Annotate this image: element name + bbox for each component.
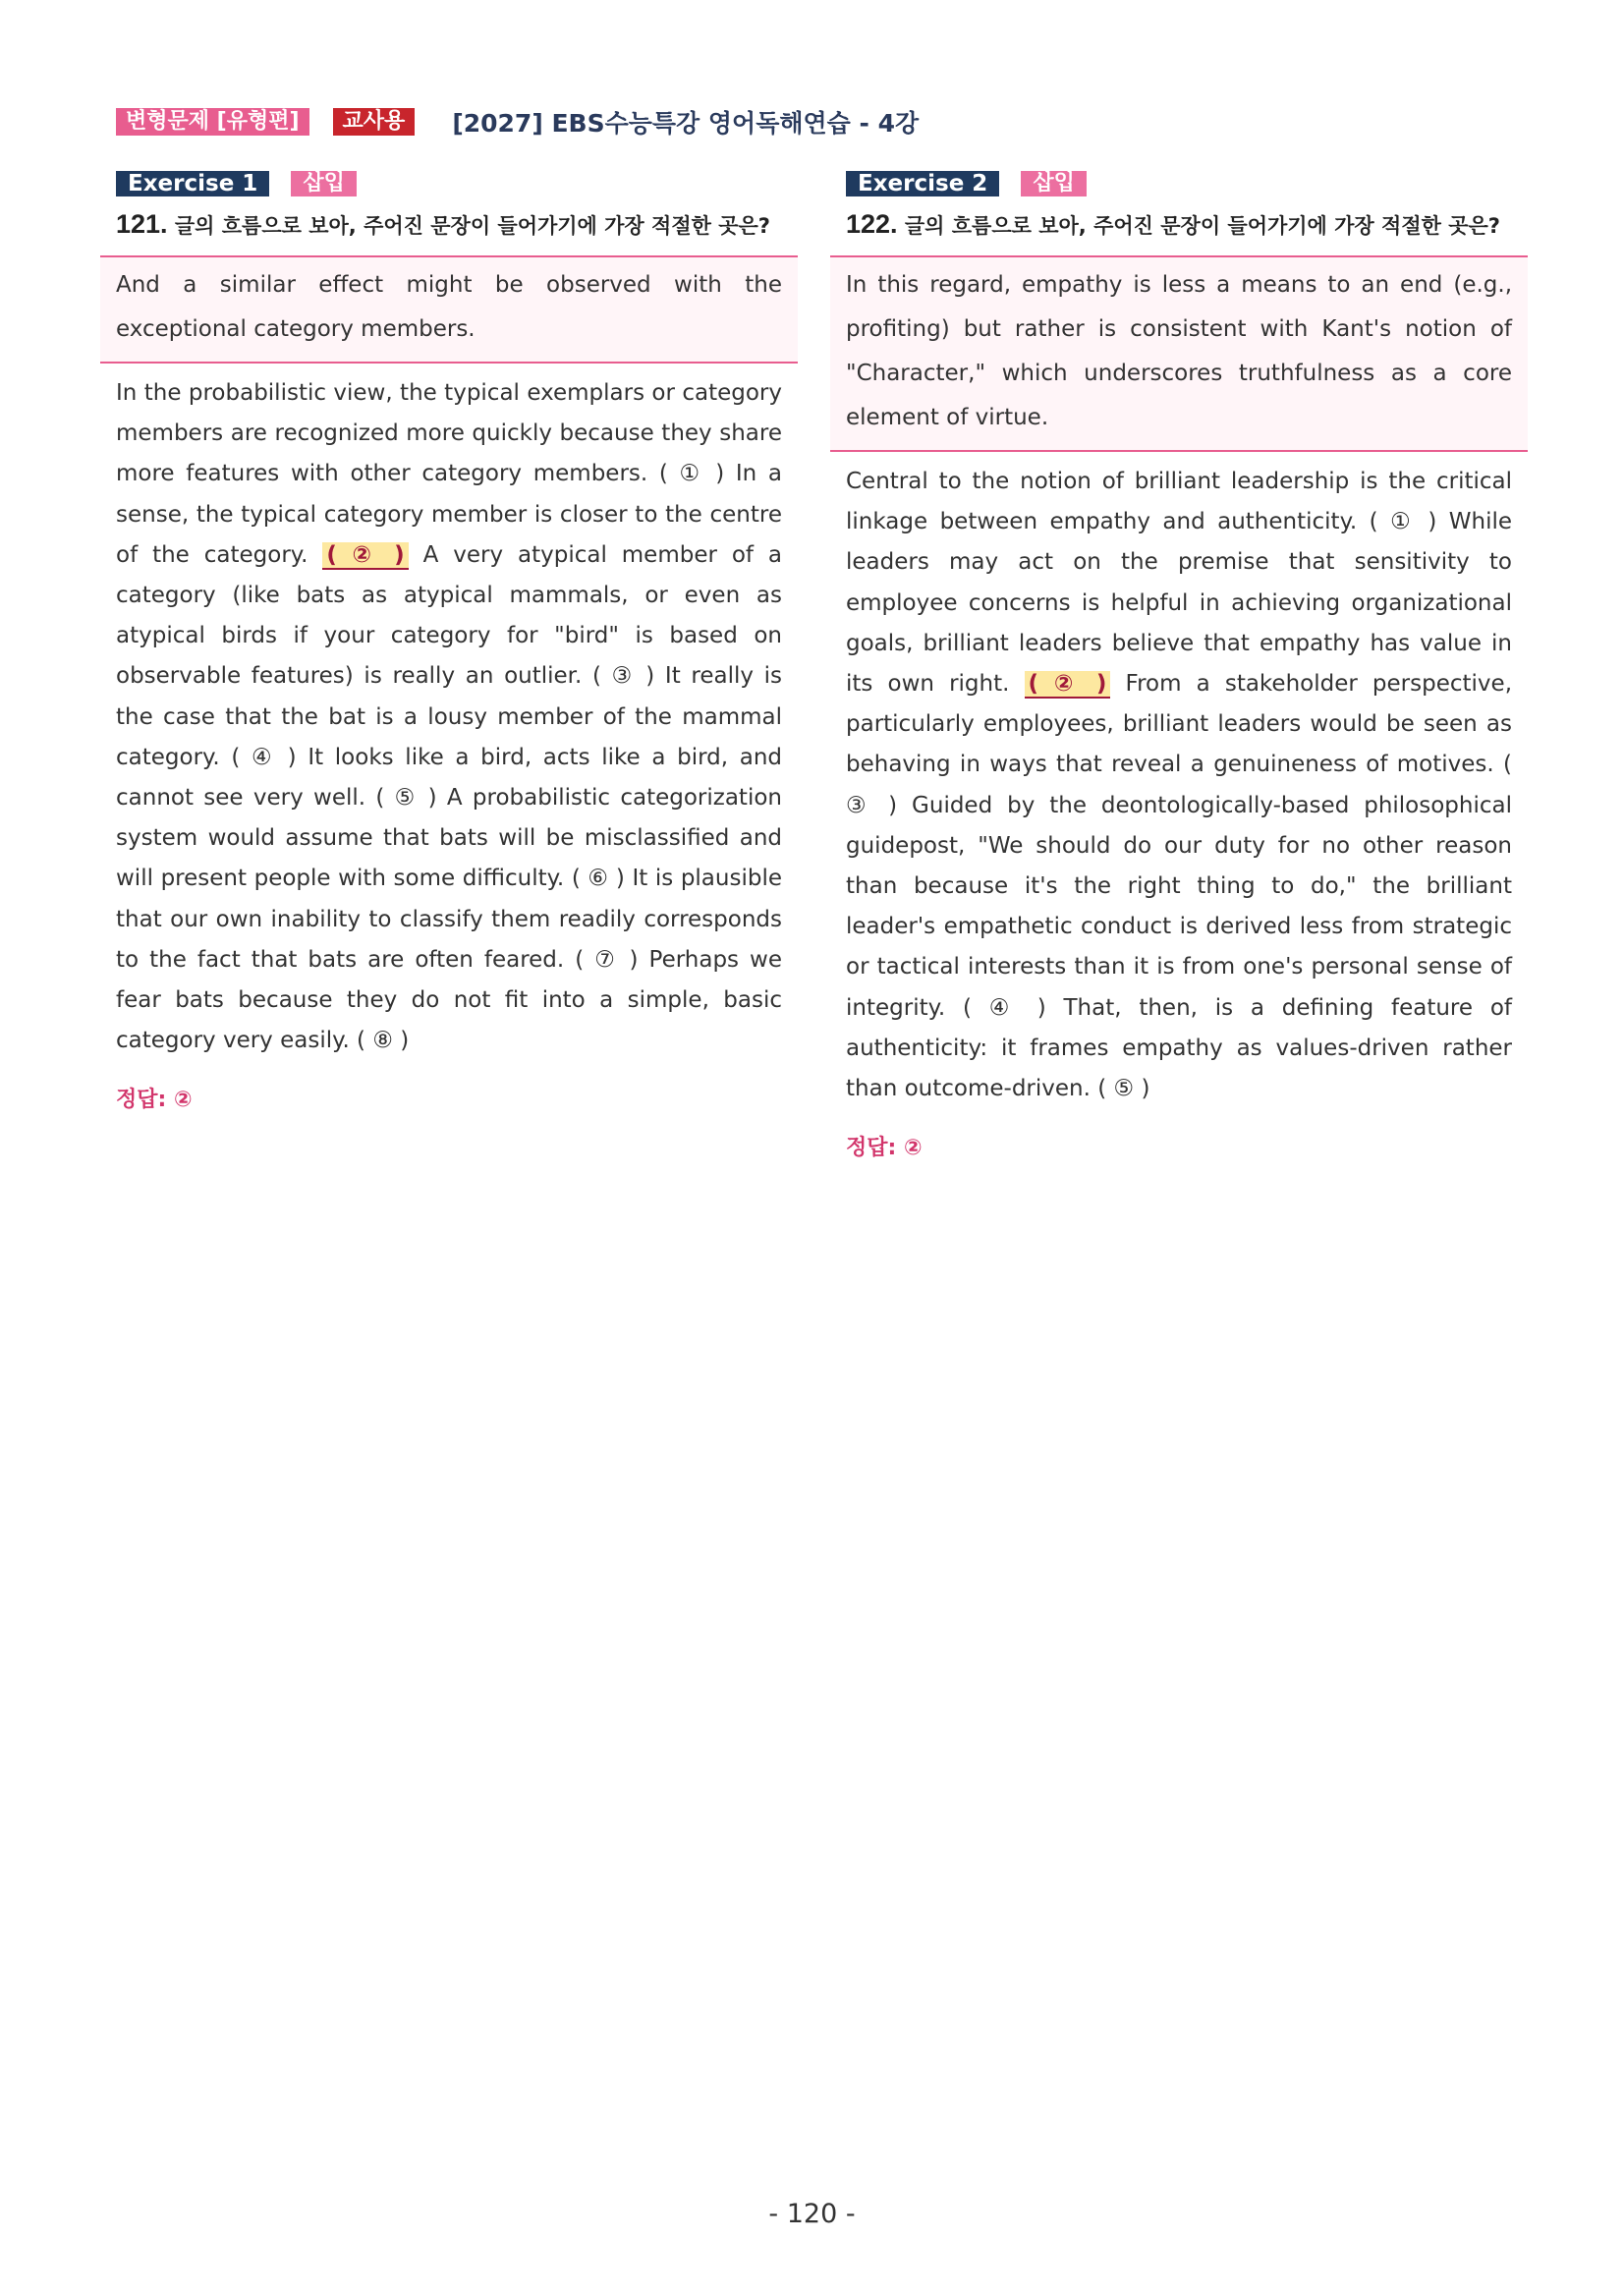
given-sentence-box xyxy=(830,255,1528,452)
question xyxy=(830,206,1514,245)
passage-after: A very atypical member of a category (like bats as atypical mammals, or even as atypical birds if your category for "bird" is based on observable features) is really an outlier. ( ③ ) It really is the case that the bat is a lousy member of the mammal category. ( ④ ) It looks like a bird, acts like a bird, and cannot see very well. ( ⑤ ) A probabilistic categorization system would assume that bats will be misclassified and will present people with some difficulty. ( ⑥ ) It is plausible that our own inability to classify them readily corresponds to the fact that bats are often feared. ( ⑦ ) Perhaps we fear bats because they do not fit into a simple, basic category very easily. ( ⑧ ) xyxy=(116,541,783,1054)
question-number: 121. xyxy=(116,209,168,239)
given-sentence: And a similar effect might be observed with the exceptional category members. xyxy=(116,272,782,342)
passage-after: From a stakeholder perspective, particularly employees, brilliant leaders would be seen as behaving in ways that reveal a genuineness of motives. ( ③ ) Guided by the deontologically-based philosophical guidepost, "We should do our duty for no other reason than because it's the right thing to do," the brilliant leader's empathetic conduct is derived less from strategic or tactical interests than it is from one's personal sense of integrity. ( ④ ) That, then, is a defining feature of authenticity: it frames empathy as values-driven rather than outcome-driven. ( ⑤ ) xyxy=(846,671,1512,1102)
question xyxy=(100,206,784,245)
question-text: 글의 흐름으로 보아, 주어진 문장이 들어가기에 가장 적절한 곳은? xyxy=(174,214,770,238)
answer-position-mark: ( ② ) xyxy=(1025,671,1111,699)
exercise-label-row xyxy=(100,171,798,196)
question-text: 글의 흐름으로 보아, 주어진 문장이 들어가기에 가장 적절한 곳은? xyxy=(904,214,1500,238)
passage-before: In the probabilistic view, the typical exemplars or category members are recognized more quickly because they share more features with other category members. ( ① ) In a sense, the typical category member is closer to the centre of the category. xyxy=(116,380,782,568)
given-sentence: In this regard, empathy is less a means to an end (e.g., profiting) but rather is consistent with Kant's notion of "Character," which underscores truthfulness as a core element of virtue. xyxy=(846,272,1512,430)
page-header xyxy=(116,104,919,140)
exercise-1 xyxy=(100,171,798,1113)
document-title: [2027] EBS수능특강 영어독해연습 - 4강 xyxy=(452,109,920,138)
page-number: - 120 - xyxy=(768,2199,856,2229)
passage-before: Central to the notion of brilliant leadership is the critical linkage between empathy and authenticity. ( ① ) While leaders may act on the premise that sensitivity to employee concerns is helpful in achieving organizational goals, brilliant leaders believe that empathy has value in its own right. xyxy=(846,469,1512,698)
answer: 정답: ② xyxy=(116,1088,193,1113)
exercise-type-tag: 삽입 xyxy=(1021,171,1087,196)
teacher-tag: 교사용 xyxy=(333,108,416,136)
answer-position-mark: ( ② ) xyxy=(322,542,408,570)
passage xyxy=(100,364,798,1061)
exercise-type-tag: 삽입 xyxy=(291,171,357,196)
exercise-label-row xyxy=(830,171,1528,196)
exercise-badge: Exercise 2 xyxy=(846,171,999,196)
passage xyxy=(830,452,1528,1109)
answer: 정답: ② xyxy=(846,1136,923,1161)
exercise-badge: Exercise 1 xyxy=(116,171,269,196)
given-sentence-box xyxy=(100,255,798,364)
exercise-2 xyxy=(830,171,1528,1161)
question-number: 122. xyxy=(846,209,898,239)
category-tag: 변형문제 [유형편] xyxy=(116,108,309,136)
